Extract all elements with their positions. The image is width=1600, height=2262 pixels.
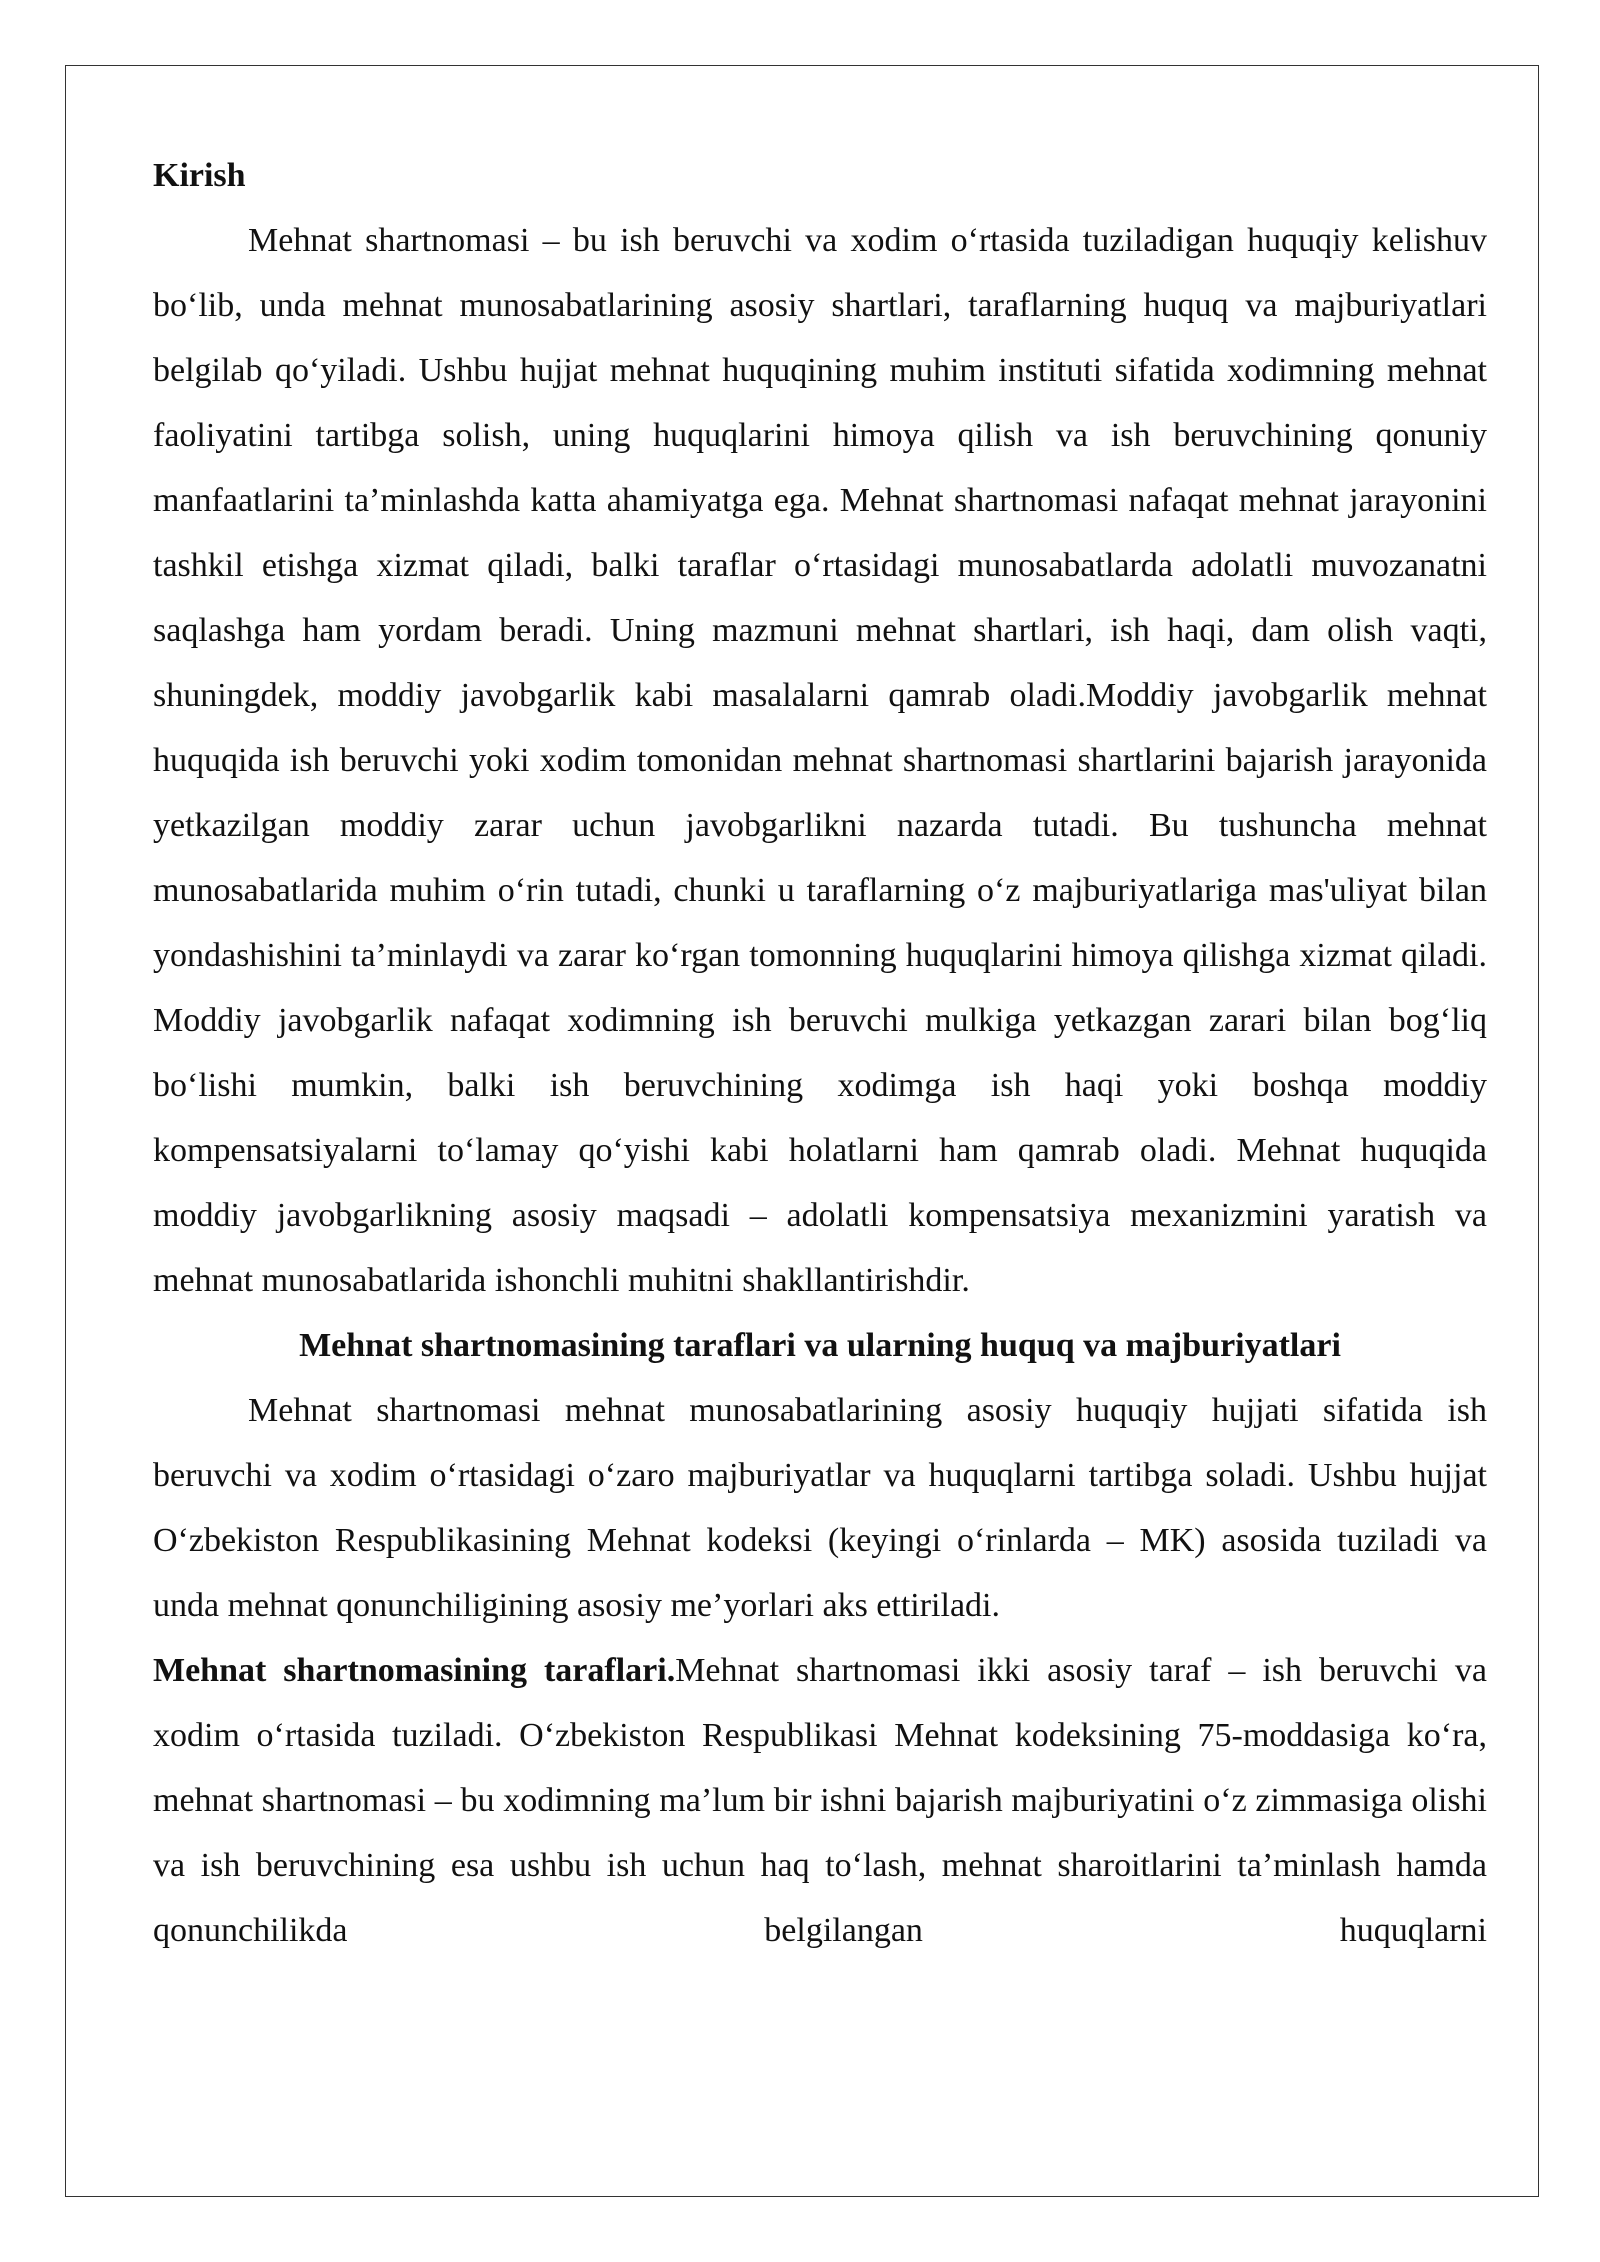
parties-lead: Mehnat shartnomasining taraflari. xyxy=(153,1652,676,1689)
intro-paragraph: Mehnat shartnomasi – bu ish beruvchi va xodim o‘rtasida tuziladigan huquqiy kelishuv bo‘lib, unda mehnat munosabatlarining asosiy shartlari, taraflarning huquq va majburiyatlari belgilab qo‘yiladi. Ushbu hujjat mehnat huquqining muhim instituti sifatida xodimning mehnat faoliyatini tartibga solish, uning huquqlarini himoya qilish va ish beruvchining qonuniy manfaatlarini ta’minlashda katta ahamiyatga ega. Mehnat shartnomasi nafaqat mehnat jarayonini tashkil etishga xizmat qiladi, balki taraflar o‘rtasidagi munosabatlarda adolatli muvozanatni saqlashga ham yordam beradi. Uning mazmuni mehnat shartlari, ish haqi, dam olish vaqti, shuningdek, moddiy javobgarlik kabi masalalarni qamrab oladi.Moddiy javobgarlik mehnat huquqida ish beruvchi yoki xodim tomonidan mehnat shartnomasi shartlarini bajarish jarayonida yetkazilgan moddiy zarar uchun javobgarlikni nazarda tutadi. Bu tushuncha mehnat munosabatlarida muhim o‘rin tutadi, chunki u taraflarning o‘z majburiyatlariga mas'uliyat bilan yondashishini ta’minlaydi va zarar ko‘rgan tomonning huquqlarini himoya qilishga xizmat qiladi. Moddiy javobgarlik nafaqat xodimning ish beruvchi mulkiga yetkazgan zarari bilan bog‘liq bo‘lishi mumkin, balki ish beruvchining xodimga ish haqi yoki boshqa moddiy kompensatsiyalarni to‘lamay qo‘yishi kabi holatlarni ham qamrab oladi. Mehnat huquqida moddiy javobgarlikning asosiy maqsadi – adolatli kompensatsiya mexanizmini yaratish va mehnat munosabatlarida ishonchli muhitni shakllantirishdir. xyxy=(153,222,1487,1299)
parties-text: Mehnat shartnomasi ikki asosiy taraf – ish beruvchi va xodim o‘rtasida tuziladi. O‘zbekiston Respublikasi Mehnat kodeksining 75-moddasiga ko‘ra, mehnat shartnomasi – bu xodimning ma’lum bir ishni bajarish majburiyatini o‘z zimmasiga olishi va ish beruvchining esa ushbu ish uchun haq to‘lash, mehnat sharoitlarini ta’minlash hamda qonunchilikda belgilangan huquqlarni xyxy=(153,1652,1487,1949)
parties-paragraph xyxy=(153,1638,1487,1963)
section-heading: Mehnat shartnomasining taraflari va ularning huquq va majburiyatlari xyxy=(299,1327,1341,1364)
document-body xyxy=(153,143,1487,1963)
section-paragraph: Mehnat shartnomasi mehnat munosabatlarining asosiy huquqiy hujjati sifatida ish beruvchi va xodim o‘rtasidagi o‘zaro majburiyatlar va huquqlarni tartibga soladi. Ushbu hujjat O‘zbekiston Respublikasining Mehnat kodeksi (keyingi o‘rinlarda – MK) asosida tuziladi va unda mehnat qonunchiligining asosiy me’yorlari aks ettiriladi. xyxy=(153,1392,1487,1624)
intro-heading: Kirish xyxy=(153,157,246,194)
